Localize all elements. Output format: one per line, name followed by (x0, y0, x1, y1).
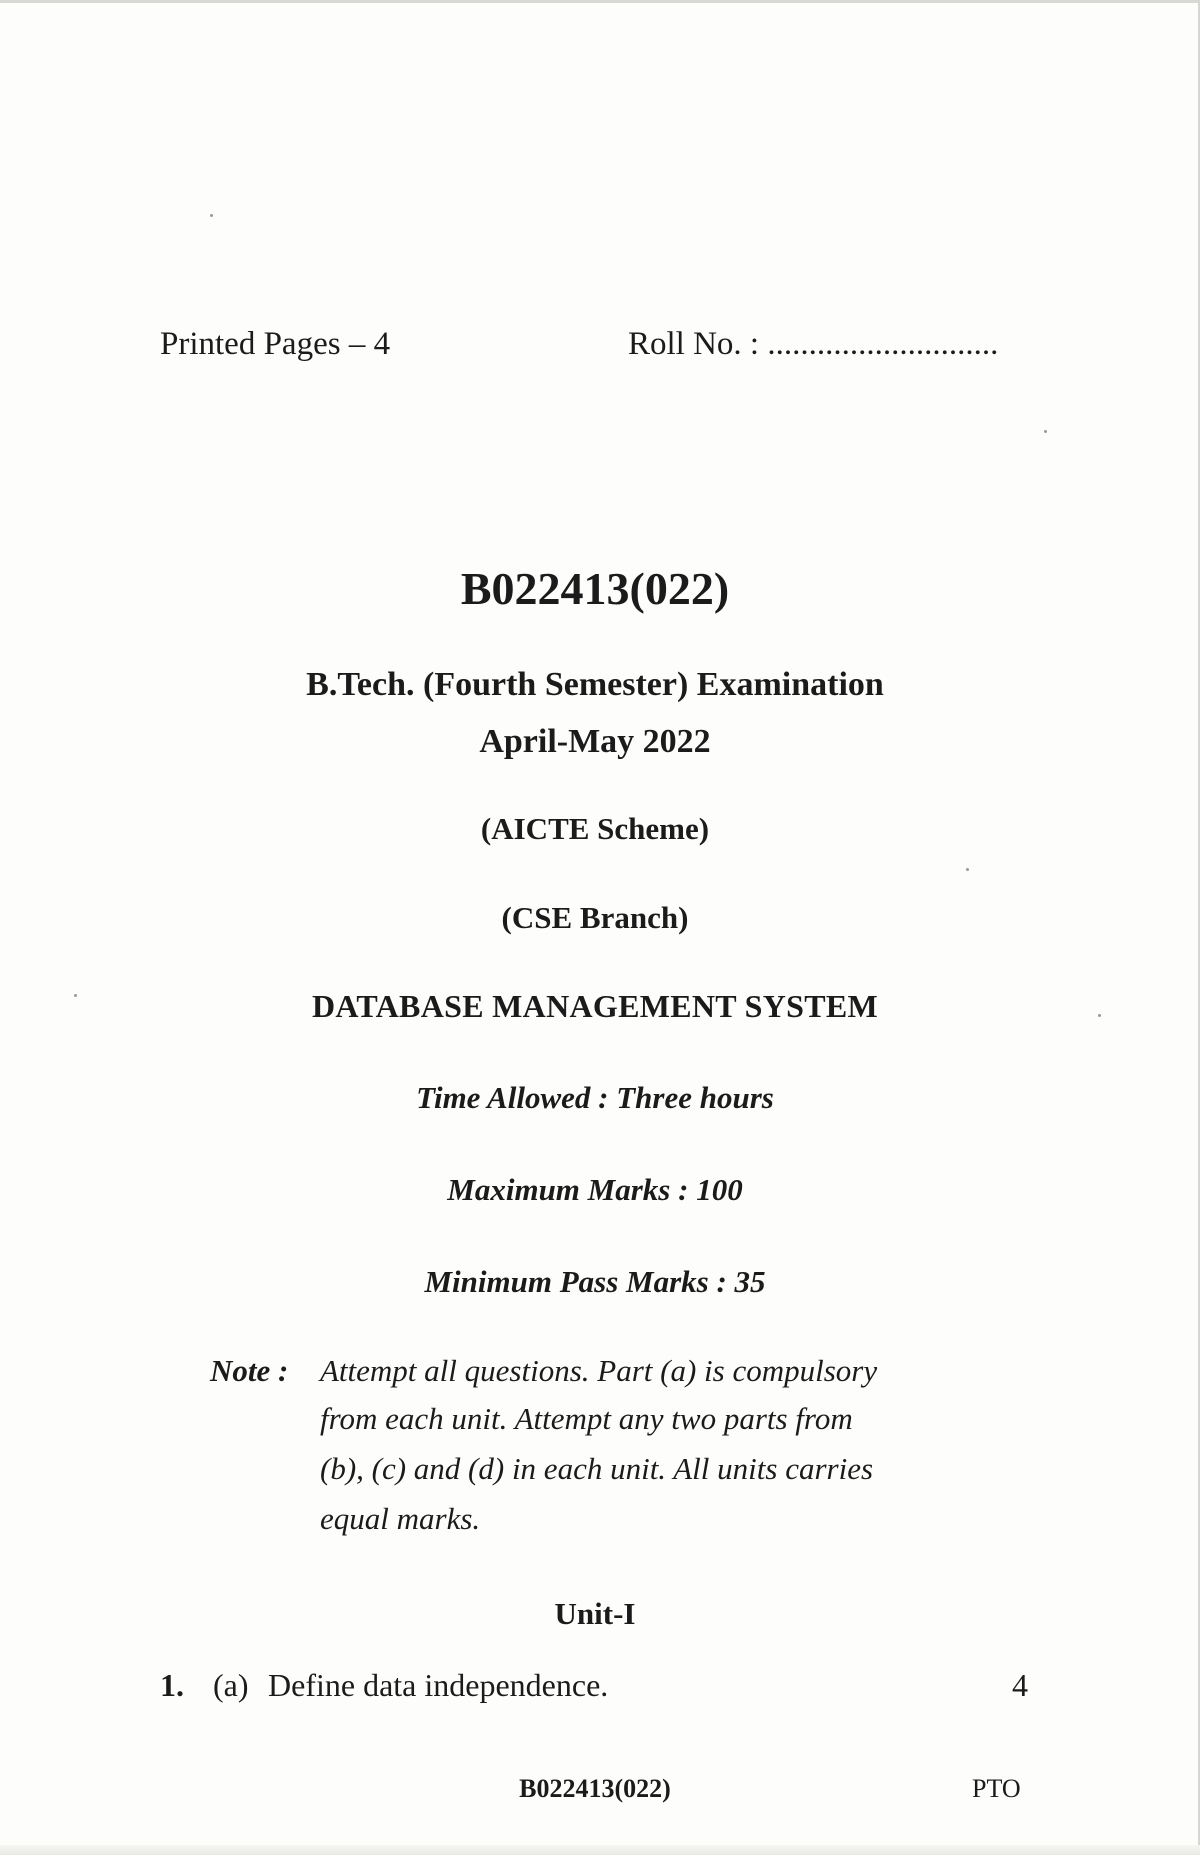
note-label: Note : (210, 1353, 289, 1388)
scan-speck (966, 868, 969, 871)
scheme: (AICTE Scheme) (480, 811, 710, 846)
maximum-marks: Maximum Marks : 100 (447, 1172, 743, 1207)
note-line: (b), (c) and (d) in each unit. All units carries (320, 1451, 874, 1486)
paper-code: B022413(022) (460, 563, 730, 614)
roll-number-field: Roll No. : ............................ (628, 326, 999, 362)
unit-heading: Unit-I (554, 1596, 636, 1631)
scan-speck (1098, 1014, 1101, 1017)
printed-pages: Printed Pages – 4 (160, 326, 391, 362)
exam-title: B.Tech. (Fourth Semester) Examination (306, 666, 884, 703)
question-number: 1. (160, 1667, 184, 1703)
subject-title: DATABASE MANAGEMENT SYSTEM (311, 988, 879, 1024)
minimum-pass-marks: Minimum Pass Marks : 35 (424, 1264, 766, 1299)
question-part: (a) (213, 1667, 249, 1703)
page-edge-bottom (0, 1845, 1200, 1855)
scan-speck (1044, 430, 1047, 433)
note-line: Attempt all questions. Part (a) is compulsory (320, 1353, 878, 1388)
question-marks: 4 (1012, 1667, 1028, 1703)
footer-pto: PTO (972, 1774, 1021, 1803)
time-allowed: Time Allowed : Three hours (416, 1080, 774, 1115)
branch: (CSE Branch) (501, 900, 689, 935)
note-line: from each unit. Attempt any two parts from (320, 1401, 853, 1436)
question-text: Define data independence. (268, 1667, 609, 1703)
page-edge-top (0, 0, 1200, 3)
note-line: equal marks. (320, 1501, 481, 1536)
scan-speck (210, 214, 213, 217)
scan-speck (74, 994, 77, 997)
exam-session: April-May 2022 (479, 723, 711, 760)
footer-paper-code: B022413(022) (519, 1774, 671, 1803)
